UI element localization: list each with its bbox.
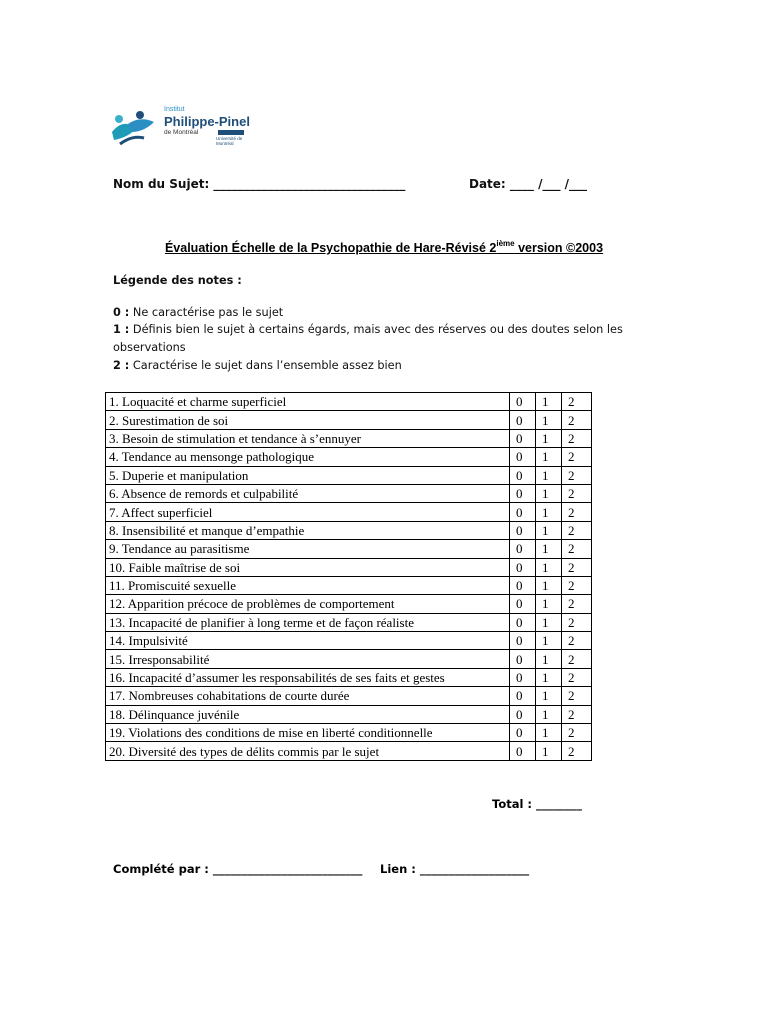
table-row [106,595,592,613]
item-label: 14. Impulsivité [106,632,510,650]
score-option-2[interactable]: 2 [562,558,592,576]
table-row [106,668,592,686]
score-option-0[interactable]: 0 [510,503,536,521]
affiliate-bar [218,130,244,135]
link-field[interactable]: Lien : ___________________ [380,862,530,876]
total-field[interactable]: Total : ________ [492,797,583,811]
institute-logo [110,106,255,150]
score-option-2[interactable]: 2 [562,687,592,705]
score-option-0[interactable]: 0 [510,411,536,429]
score-option-0[interactable]: 0 [510,705,536,723]
title-superscript: ième [496,239,515,248]
score-option-2[interactable]: 2 [562,484,592,502]
score-option-2[interactable]: 2 [562,411,592,429]
score-option-2[interactable]: 2 [562,724,592,742]
logo-city-text: de Montréal [164,129,199,136]
items-table-body [106,393,592,761]
score-option-1[interactable]: 1 [536,595,562,613]
legend-note-1-text: Définis bien le sujet à certains égards, mais avec des réserves ou des doutes selon les [129,323,623,336]
score-option-1[interactable]: 1 [536,724,562,742]
item-label: 3. Besoin de stimulation et tendance à s’ennuyer [106,429,510,447]
table-row [106,411,592,429]
legend-note-2-text: Caractérise le sujet dans l’ensemble assez bien [129,359,402,372]
legend-note-2 [113,359,402,372]
score-option-1[interactable]: 1 [536,540,562,558]
score-option-1[interactable]: 1 [536,484,562,502]
item-label: 18. Délinquance juvénile [106,705,510,723]
title-text: Évaluation Échelle de la Psychopathie de Hare-Révisé 2 [164,241,497,256]
table-row [106,705,592,723]
item-label: 1. Loquacité et charme superficiel [106,393,510,411]
score-option-0[interactable]: 0 [510,650,536,668]
item-label: 4. Tendance au mensonge pathologique [106,448,510,466]
item-label: 7. Affect superficiel [106,503,510,521]
item-label: 6. Absence de remords et culpabilité [106,484,510,502]
score-option-1[interactable]: 1 [536,448,562,466]
table-row [106,484,592,502]
score-option-2[interactable]: 2 [562,393,592,411]
table-row [106,576,592,594]
page-title [0,240,768,255]
item-label: 19. Violations des conditions de mise en liberté conditionnelle [106,724,510,742]
item-label: 20. Diversité des types de délits commis par le sujet [106,742,510,760]
legend-note-0-key: 0 : [113,306,130,319]
item-label: 9. Tendance au parasitisme [106,540,510,558]
table-row [106,742,592,760]
score-option-1[interactable]: 1 [536,613,562,631]
date-field[interactable]: Date: ____ /___ /___ [469,177,588,191]
score-option-1[interactable]: 1 [536,687,562,705]
legend-note-1 [113,323,623,336]
score-option-0[interactable]: 0 [510,558,536,576]
score-option-0[interactable]: 0 [510,687,536,705]
score-option-0[interactable]: 0 [510,429,536,447]
score-option-1[interactable]: 1 [536,558,562,576]
legend-note-2-key: 2 : [113,359,130,372]
score-option-1[interactable]: 1 [536,705,562,723]
legend-note-1-key: 1 : [113,323,130,336]
score-option-2[interactable]: 2 [562,705,592,723]
score-option-1[interactable]: 1 [536,503,562,521]
legend-note-0 [113,306,283,319]
score-option-2[interactable]: 2 [562,429,592,447]
item-label: 2. Surestimation de soi [106,411,510,429]
item-label: 11. Promiscuité sexuelle [106,576,510,594]
score-option-0[interactable]: 0 [510,595,536,613]
item-label: 12. Apparition précoce de problèmes de comportement [106,595,510,613]
score-option-2[interactable]: 2 [562,576,592,594]
legend-heading: Légende des notes : [113,274,242,287]
score-option-0[interactable]: 0 [510,742,536,760]
table-row [106,429,592,447]
items-table [105,392,592,761]
score-option-0[interactable]: 0 [510,632,536,650]
score-option-1[interactable]: 1 [536,668,562,686]
logo-institut-text: Institut [164,106,185,113]
item-label: 5. Duperie et manipulation [106,466,510,484]
score-option-2[interactable]: 2 [562,448,592,466]
table-row [106,540,592,558]
score-option-2[interactable]: 2 [562,742,592,760]
title-suffix: version ©2003 [514,241,604,256]
score-option-0[interactable]: 0 [510,613,536,631]
score-option-0[interactable]: 0 [510,466,536,484]
score-option-0[interactable]: 0 [510,448,536,466]
score-option-2[interactable]: 2 [562,503,592,521]
table-row [106,632,592,650]
score-option-2[interactable]: 2 [562,668,592,686]
item-label: 15. Irresponsabilité [106,650,510,668]
score-option-2[interactable]: 2 [562,613,592,631]
item-label: 13. Incapacité de planifier à long terme et de façon réaliste [106,613,510,631]
score-option-2[interactable]: 2 [562,632,592,650]
score-option-0[interactable]: 0 [510,484,536,502]
score-option-1[interactable]: 1 [536,393,562,411]
table-row [106,466,592,484]
score-option-1[interactable]: 1 [536,576,562,594]
table-row [106,521,592,539]
table-row [106,448,592,466]
table-row [106,393,592,411]
table-row [106,687,592,705]
item-label: 10. Faible maîtrise de soi [106,558,510,576]
table-row [106,724,592,742]
score-option-2[interactable]: 2 [562,540,592,558]
score-option-1[interactable]: 1 [536,650,562,668]
score-option-1[interactable]: 1 [536,429,562,447]
score-option-0[interactable]: 0 [510,521,536,539]
affiliate-text: Université de Montréal [216,136,243,146]
score-option-1[interactable]: 1 [536,632,562,650]
score-option-0[interactable]: 0 [510,540,536,558]
table-row [106,558,592,576]
item-label: 8. Insensibilité et manque d’empathie [106,521,510,539]
legend-note-0-text: Ne caractérise pas le sujet [129,306,284,319]
score-option-1[interactable]: 1 [536,742,562,760]
completed-by-field[interactable]: Complété par : __________________________ [113,862,363,876]
table-row [106,503,592,521]
item-label: 16. Incapacité d’assumer les responsabilités de ses faits et gestes [106,668,510,686]
score-option-0[interactable]: 0 [510,724,536,742]
table-row [106,650,592,668]
score-option-1[interactable]: 1 [536,521,562,539]
score-option-2[interactable]: 2 [562,650,592,668]
score-option-0[interactable]: 0 [510,576,536,594]
legend-note-1-continued: observations [113,341,186,354]
figures-icon [110,108,162,148]
item-label: 17. Nombreuses cohabitations de courte durée [106,687,510,705]
score-option-2[interactable]: 2 [562,595,592,613]
score-option-2[interactable]: 2 [562,521,592,539]
score-option-0[interactable]: 0 [510,668,536,686]
score-option-1[interactable]: 1 [536,411,562,429]
score-option-1[interactable]: 1 [536,466,562,484]
score-option-2[interactable]: 2 [562,466,592,484]
subject-name-field[interactable]: Nom du Sujet: ________________________________ [113,177,406,191]
table-row [106,613,592,631]
logo-name-text: Philippe-Pinel [164,114,250,129]
score-option-0[interactable]: 0 [510,393,536,411]
